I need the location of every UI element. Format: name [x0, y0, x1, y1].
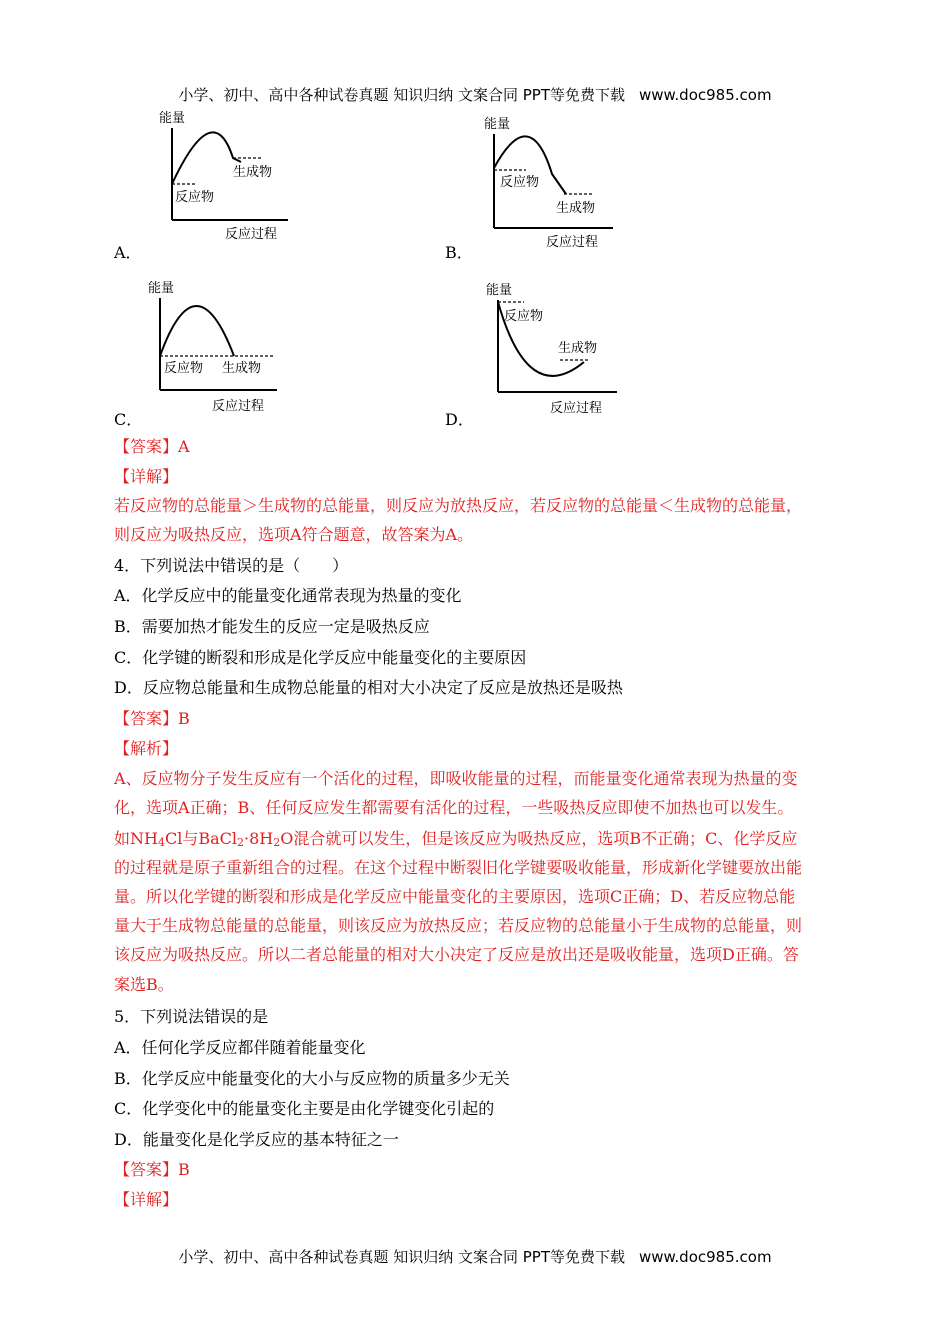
graph-d-reactant: 反应物 [504, 309, 544, 324]
graph-b-reactant: 反应物 [500, 175, 540, 190]
graph-b [480, 112, 620, 256]
graph-a-letter: A． [114, 243, 142, 262]
q4-analysis-line-1: A、反应物分子发生反应有一个活化的过程，即吸收能量的过程，而能量变化通常表现为热量的变 [114, 769, 798, 788]
q4-analysis-formula-line: 如$NH_4Cl$与$BaCl_2\cdot 8H_2O$混合就可以发生，但是该反应为吸热反应，选项B不正确；C、化学反应 [114, 829, 798, 849]
energy-curve [172, 132, 241, 184]
q5-stem: 5．下列说法错误的是 [114, 1007, 269, 1026]
header-url[interactable]: www.doc985.com [638, 86, 772, 104]
q4-analysis-line-2: 化，选项A正确；B、任何反应发生都需要有活化的过程，一些吸热反应即使不加热也可以发生。 [114, 798, 794, 817]
graph-a-xlabel: 反应过程 [225, 227, 278, 242]
graph-b-letter: B． [445, 243, 473, 262]
q3-detail-line-2: 则反应为吸热反应，选项A符合题意，故答案为A。 [114, 525, 474, 544]
q4-stem: 4．下列说法中错误的是（ ） [114, 556, 349, 575]
q4-option-a: A．化学反应中的能量变化通常表现为热量的变化 [114, 586, 462, 605]
graph-a-product: 生成物 [233, 165, 273, 180]
q4-analysis-line-3: 的过程就是原子重新组合的过程。在这个过程中断裂旧化学键要吸收能量，形成新化学键要放出能 [114, 858, 803, 877]
graph-a-reactant: 反应物 [175, 190, 215, 205]
footer-url[interactable]: www.doc985.com [638, 1248, 772, 1266]
q4-answer: 【答案】B [114, 709, 190, 728]
q4-analysis-line-4: 量。所以化学键的断裂和形成是化学反应中能量变化的主要原因，选项C正确；D、若反应物总能 [114, 887, 796, 906]
q5-detail-label: 【详解】 [114, 1190, 179, 1209]
q4-analysis-line-5: 量大于生成物总能量的总能量，则该反应为放热反应；若反应物的总能量小于生成物的总能量，则 [114, 916, 803, 935]
page-footer [0, 1246, 950, 1267]
q4-option-b: B．需要加热才能发生的反应一定是吸热反应 [114, 617, 430, 636]
q5-option-b: B．化学反应中能量变化的大小与反应物的质量多少无关 [114, 1069, 510, 1088]
graph-b-product: 生成物 [556, 201, 596, 216]
graph-b-ylabel: 能量 [484, 117, 511, 132]
q5-option-c: C．化学变化中的能量变化主要是由化学键变化引起的 [114, 1099, 495, 1118]
graph-c [144, 276, 284, 420]
graph-d-product: 生成物 [558, 341, 598, 356]
q4-analysis-label: 【解析】 [114, 739, 179, 758]
energy-curve [160, 306, 234, 356]
page-header [0, 84, 950, 105]
q4-analysis-line-6: 该反应为吸热反应。所以二者总能量的相对大小决定了反应是放出还是吸收能量，选项D正确。答 [114, 945, 799, 964]
q5-option-d: D．能量变化是化学反应的基本特征之一 [114, 1130, 399, 1149]
graph-b-xlabel: 反应过程 [546, 235, 599, 250]
q3-detail-label: 【详解】 [114, 467, 179, 486]
graph-a-ylabel: 能量 [159, 111, 186, 126]
graph-c-xlabel: 反应过程 [212, 399, 265, 414]
graph-d-letter: D． [445, 410, 474, 429]
header-text: 小学、初中、高中各种试卷真题 知识归纳 文案合同 PPT等免费下载 [178, 86, 625, 104]
footer-text: 小学、初中、高中各种试卷真题 知识归纳 文案合同 PPT等免费下载 [178, 1248, 625, 1266]
q4-option-c: C．化学键的断裂和形成是化学反应中能量变化的主要原因 [114, 648, 527, 667]
graph-c-letter: C． [114, 410, 143, 429]
q4-option-d: D．反应物总能量和生成物总能量的相对大小决定了反应是放热还是吸热 [114, 678, 623, 697]
graph-c-product: 生成物 [222, 361, 262, 376]
graph-a [155, 106, 295, 250]
graph-d [484, 278, 624, 422]
graph-d-ylabel: 能量 [486, 283, 513, 298]
q5-option-a: A．任何化学反应都伴随着能量变化 [114, 1038, 366, 1057]
q3-detail-line-1: 若反应物的总能量＞生成物的总能量，则反应为放热反应，若反应物的总能量＜生成物的总能量， [114, 496, 803, 515]
graph-c-ylabel: 能量 [148, 281, 175, 296]
graph-d-xlabel: 反应过程 [550, 401, 603, 416]
q5-answer: 【答案】B [114, 1160, 190, 1179]
q3-answer: 【答案】A [114, 437, 190, 456]
q4-analysis-line-7: 案选B。 [114, 975, 174, 994]
graph-c-reactant: 反应物 [164, 361, 204, 376]
